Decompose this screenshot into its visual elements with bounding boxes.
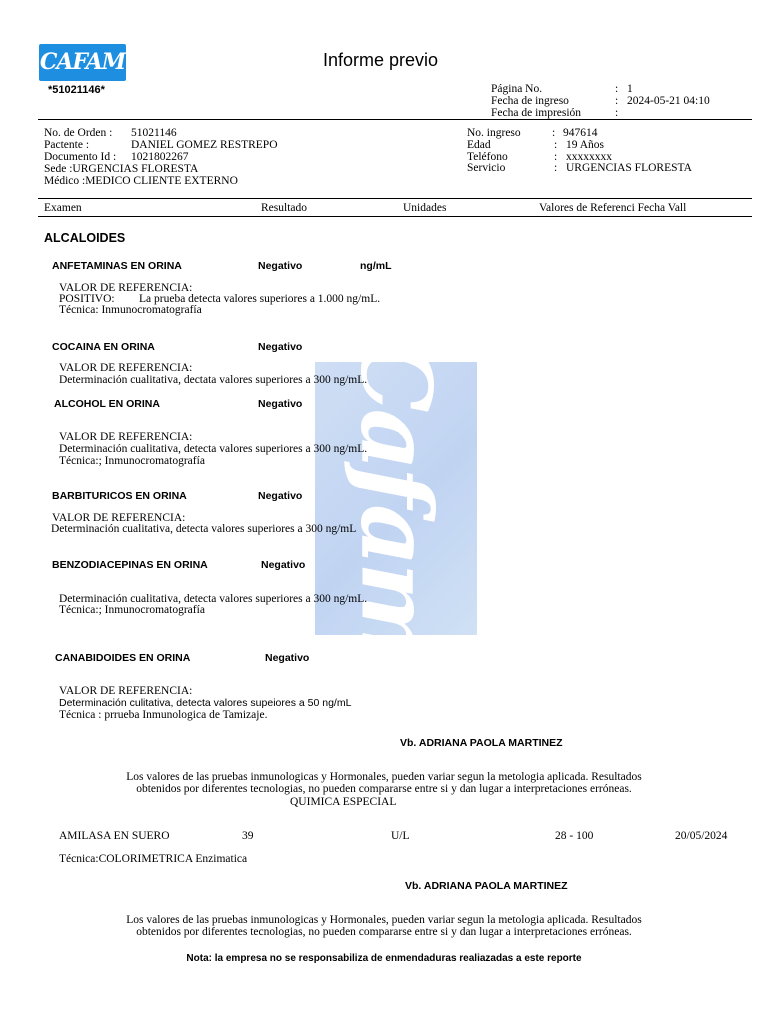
fecha-impresion-sep: :: [615, 107, 619, 119]
orden-value: 51021146: [131, 127, 177, 139]
col-referencia: Valores de Referenci Fecha Vall: [539, 202, 687, 214]
test-name-canabidoides: CANABIDOIDES EN ORINA: [55, 652, 191, 664]
disclaimer-1-line2: obtenidos por diferentes tecnologias, no pueden compararse entre si y dan lugar a interpretaciones erróneas.: [136, 783, 632, 795]
disclaimer-1-line1: Los valores de las pruebas inmunologicas y Hormonales, pueden variar segun la metologia aplicada. Resultados: [126, 771, 642, 783]
paciente-value: DANIEL GOMEZ RESTREPO: [131, 139, 278, 151]
ref-alcohol-2: Determinación cualitativa, detecta valores superiores a 300 ng/mL.: [59, 443, 368, 455]
servicio-label: Servicio: [467, 162, 506, 174]
edad-label: Edad: [467, 139, 491, 151]
edad-sep: :: [554, 139, 558, 151]
cafam-logo: [39, 44, 126, 81]
ref-benzodiacepinas-1: Determinación cualitativa, detecta valores superiores a 300 ng/mL.: [59, 593, 368, 605]
servicio-value: URGENCIAS FLORESTA: [566, 162, 692, 174]
fecha-impresion-label: Fecha de impresión: [491, 107, 582, 119]
paciente-label: Pactente :: [44, 139, 90, 151]
ref-alcohol-3: Técnica:; Inmunocromatografía: [59, 455, 205, 467]
ref-anfetaminas-2b: La prueba detecta valores superiores a 1.000 ng/mL.: [139, 293, 381, 305]
ingreso-label: No. ingreso: [467, 127, 521, 139]
col-examen: Examen: [44, 202, 82, 214]
ref-canabidoides-3: Técnica : prrueba Inmunologica de Tamizaje.: [59, 709, 268, 721]
disclaimer-2-line1: Los valores de las pruebas inmunologicas y Hormonales, pueden variar segun la metologia aplicada. Resultados: [126, 914, 642, 926]
test-result-benzodiacepinas: Negativo: [261, 559, 306, 571]
order-barcode-text: *51021146*: [48, 84, 105, 96]
ref-barbituricos-1: VALOR DE REFERENCIA:: [52, 512, 186, 524]
disclaimer-2-line2: obtenidos por diferentes tecnologias, no pueden compararse entre si y dan lugar a interpretaciones erróneas.: [136, 926, 632, 938]
signature-1: Vb. ADRIANA PAOLA MARTINEZ: [400, 737, 563, 749]
test-result-anfetaminas: Negativo: [258, 260, 303, 272]
pagina-sep: :: [615, 83, 619, 95]
amilasa-date: 20/05/2024: [675, 830, 728, 842]
page-title: Informe previo: [323, 50, 439, 70]
test-unit-anfetaminas: ng/mL: [360, 260, 392, 272]
medico-text: Médico :MEDICO CLIENTE EXTERNO: [44, 175, 238, 187]
orden-label: No. de Orden :: [44, 127, 113, 139]
ref-canabidoides-2: Determinación culitativa, detecta valores supeiores a 50 ng/mL: [59, 697, 352, 709]
telefono-value: xxxxxxxx: [566, 151, 612, 163]
section-2-title: QUIMICA ESPECIAL: [290, 796, 397, 808]
footer-note: Nota: la empresa no se responsabiliza de enmendaduras realiazadas a este reporte: [186, 953, 582, 964]
ref-barbituricos-2: Determinación cualitativa, detecta valores superiores a 300 ng/mL: [51, 523, 357, 535]
documento-label: Documento Id :: [44, 151, 117, 163]
fecha-ingreso-value: 2024-05-21 04:10: [627, 95, 710, 107]
ref-anfetaminas-1: VALOR DE REFERENCIA:: [59, 282, 193, 294]
ref-canabidoides-1: VALOR DE REFERENCIA:: [59, 685, 193, 697]
pagina-label: Página No.: [491, 83, 543, 95]
logo-text: CAFAM: [39, 49, 126, 75]
col-unidades: Unidades: [403, 202, 447, 214]
edad-value: 19 Años: [566, 139, 605, 151]
column-header-divider: [38, 216, 752, 217]
test-name-alcohol: ALCOHOL EN ORINA: [54, 398, 160, 410]
ref-anfetaminas-3: Técnica: Inmunocromatografía: [59, 304, 202, 316]
documento-value: 1021802267: [131, 151, 189, 163]
servicio-sep: :: [554, 162, 558, 174]
amilasa-unit: U/L: [391, 830, 410, 842]
header-divider-mid: [38, 198, 752, 199]
ref-alcohol-1: VALOR DE REFERENCIA:: [59, 431, 193, 443]
fecha-ingreso-label: Fecha de ingreso: [491, 95, 569, 107]
test-name-cocaina: COCAINA EN ORINA: [52, 341, 155, 353]
test-result-canabidoides: Negativo: [265, 652, 310, 664]
telefono-label: Teléfono: [467, 151, 508, 163]
amilasa-name: AMILASA EN SUERO: [59, 830, 170, 842]
signature-2: Vb. ADRIANA PAOLA MARTINEZ: [405, 880, 568, 892]
ingreso-sep: :: [552, 127, 556, 139]
col-resultado: Resultado: [261, 202, 307, 214]
ref-cocaina-1: VALOR DE REFERENCIA:: [59, 362, 193, 374]
test-name-barbituricos: BARBITURICOS EN ORINA: [52, 490, 187, 502]
amilasa-result: 39: [242, 830, 254, 842]
test-name-benzodiacepinas: BENZODIACEPINAS EN ORINA: [52, 559, 208, 571]
watermark-text: Cafam: [339, 336, 453, 660]
ref-anfetaminas-2a: POSITIVO:: [59, 293, 115, 305]
section-title: ALCALOIDES: [44, 231, 126, 245]
ref-benzodiacepinas-2: Técnica:; Inmunocromatografía: [59, 604, 205, 616]
telefono-sep: :: [554, 151, 558, 163]
ingreso-value: 947614: [563, 127, 598, 139]
pagina-value: 1: [627, 83, 633, 95]
ref-cocaina-2: Determinación cualitativa, dectata valores superiores a 300 ng/mL.: [59, 374, 368, 386]
test-result-barbituricos: Negativo: [258, 490, 303, 502]
amilasa-technique: Técnica:COLORIMETRICA Enzimatica: [59, 853, 248, 865]
test-result-alcohol: Negativo: [258, 398, 303, 410]
fecha-ingreso-sep: :: [615, 95, 619, 107]
sede-text: Sede :URGENCIAS FLORESTA: [44, 163, 199, 175]
test-result-cocaina: Negativo: [258, 341, 303, 353]
test-name-anfetaminas: ANFETAMINAS EN ORINA: [52, 260, 182, 272]
amilasa-range: 28 - 100: [555, 830, 594, 842]
header-divider-top: [38, 119, 752, 120]
